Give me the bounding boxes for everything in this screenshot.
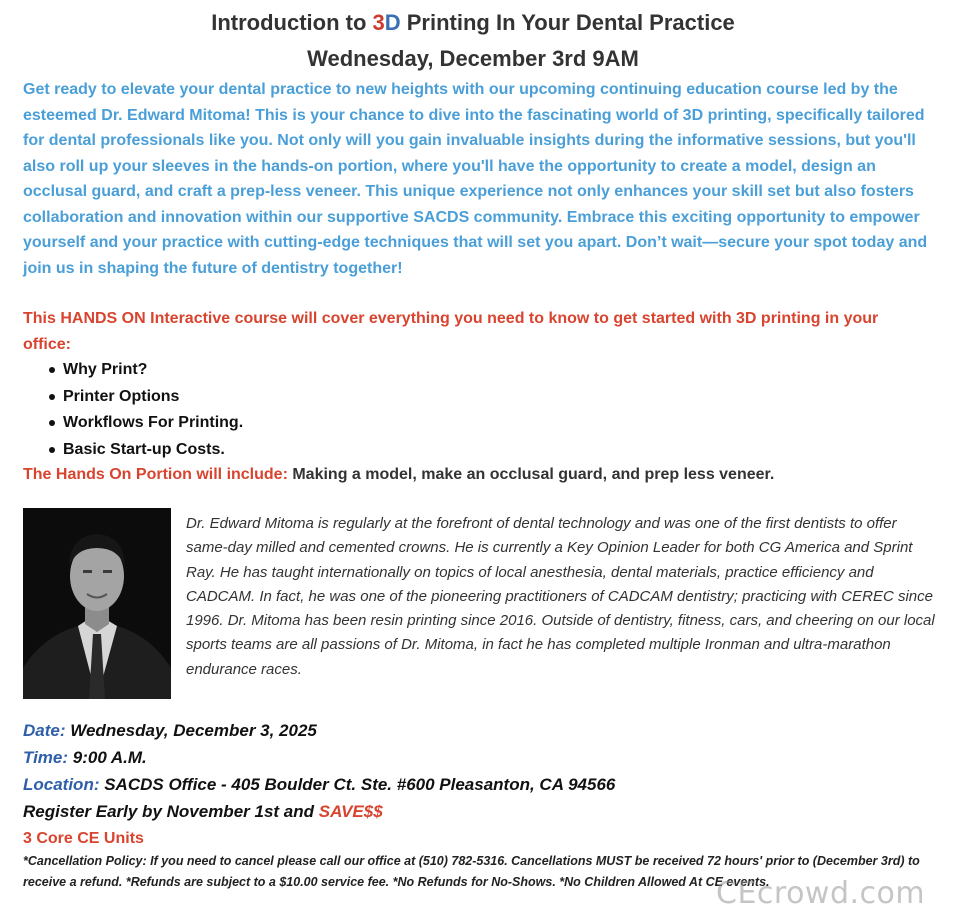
title-three: 3	[372, 10, 385, 35]
register-save: SAVE$$	[318, 802, 383, 821]
watermark: CEcrowd.com	[716, 876, 926, 911]
list-item: Workflows For Printing.	[63, 410, 243, 437]
hands-on-text: Making a model, make an occlusal guard, and prep less veneer.	[287, 466, 775, 483]
date-value: Wednesday, December 3, 2025	[65, 721, 317, 740]
event-time	[23, 745, 147, 771]
time-label: Time:	[23, 748, 69, 767]
list-item: Printer Options	[63, 384, 243, 411]
register-early-note	[23, 799, 383, 825]
hands-on-label: The Hands On Portion will include:	[23, 466, 288, 483]
location-value: SACDS Office - 405 Boulder Ct. Ste. #600 Pleasanton, CA 94566	[99, 775, 616, 794]
intro-paragraph: Get ready to elevate your dental practice to new heights with our upcoming continuing education course led by the esteemed Dr. Edward Mitoma! This is your chance to dive into the fascinating world of 3D printing, specifically tailored for dental professionals like you. Not only will you gain invaluable insights during the informative sessions, but you'll also roll up your sleeves in the hands-on portion, where you'll have the opportunity to create a model, design an occlusal guard, and craft a prep-less veneer. This unique experience not only enhances your skill set but also fosters collaboration and innovation within our supportive SACDS community. Embrace this exciting opportunity to empower yourself and your practice with cutting-edge techniques that will set you apart. Don’t wait—secure your spot today and join us in shaping the future of dentistry together!	[23, 81, 928, 277]
time-value: 9:00 A.M.	[68, 748, 147, 767]
presenter-photo	[23, 508, 171, 699]
location-label: Location:	[23, 775, 100, 794]
title-d: D	[384, 10, 401, 35]
cancellation-policy: *Cancellation Policy: If you need to cancel please call our office at (510) 782-5316. Cancellations MUST be received 72 hours' prior to (December 3rd) to receive a refund. *Refunds are subject to a $10.00 service fee. *No Refunds for No-Shows. *No Children Allowed At CE events.	[23, 854, 920, 889]
page-title	[0, 8, 946, 38]
event-location	[23, 772, 615, 798]
course-covers-heading: This HANDS ON Interactive course will cover everything you need to know to get started with 3D printing in your office:	[23, 310, 879, 353]
title-prefix: Introduction to	[211, 10, 373, 35]
title-suffix: Printing In Your Dental Practice	[400, 10, 735, 35]
ce-credits: 3 Core CE Units	[23, 830, 144, 847]
date-label: Date:	[23, 721, 66, 740]
presenter-bio: Dr. Edward Mitoma is regularly at the forefront of dental technology and was one of the first dentists to offer same-day milled and cemented crowns. He is currently a Key Opinion Leader for both CG America and Sprint Ray. He has taught internationally on topics of local anesthesia, dental materials, practice efficiency and CADCAM. In fact, he was one of the pioneering practitioners of CADCAM dentistry; practicing with CEREC since 1996. Dr. Mitoma has been resin printing since 2016. Outside of dentistry, fitness, cars, and cheering on our local sports teams are all passions of Dr. Mitoma, in fact he has completed multiple Ironman and ultra-marathon endurance races.	[186, 515, 935, 678]
list-item: Basic Start-up Costs.	[63, 437, 243, 464]
page-subtitle-date: Wednesday, December 3rd 9AM	[307, 46, 639, 71]
event-date	[23, 718, 317, 744]
register-text: Register Early by November 1st and	[23, 802, 319, 821]
list-item: Why Print?	[63, 357, 243, 384]
hands-on-line	[23, 462, 938, 487]
topic-list	[23, 357, 243, 463]
